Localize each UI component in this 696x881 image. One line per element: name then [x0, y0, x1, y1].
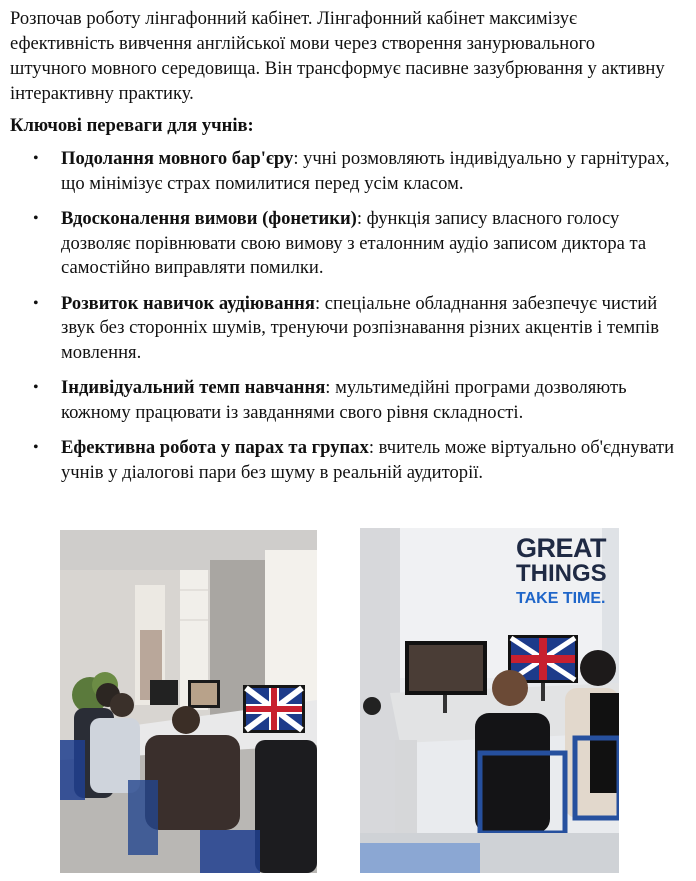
- poster-line-3: TAKE TIME.: [516, 590, 606, 607]
- classroom-photo-left: [60, 530, 317, 873]
- benefit-text: : учні розмовляють індивідуально у гарнітурах, що мінімізує страх помилитися перед усім класом.: [61, 148, 670, 194]
- list-item: [0, 436, 690, 485]
- intro-paragraph: Розпочав роботу лінгафонний кабінет. Лінгафонний кабінет максимізує ефективність вивчення англійської мови через створення занурювального штучного мовного середовища. Він трансформує пасивне зазубрювання у активну інтерактивну практику.: [10, 8, 665, 104]
- benefit-text: : мультимедійні програми дозволяють кожному працювати із завданнями свого рівня складності.: [61, 377, 627, 423]
- classroom-photo-right: [360, 528, 619, 873]
- benefit-title: Індивідуальний темп навчання: [61, 377, 326, 398]
- list-item: [0, 147, 690, 196]
- benefit-title: Ефективна робота у парах та групах: [61, 437, 369, 458]
- poster-line-1: GREAT: [516, 533, 606, 563]
- poster-line-2: THINGS: [516, 560, 607, 587]
- benefit-title: Вдосконалення вимови (фонетики): [61, 208, 357, 229]
- bullet-icon: •: [33, 379, 39, 396]
- benefit-text: : вчитель може віртуально об'єднувати учнів у діалогові пари без шуму в реальній аудиторії.: [61, 437, 675, 483]
- list-item: [0, 376, 690, 425]
- benefit-text: : спеціальне обладнання забезпечує чистий звук без сторонніх шумів, тренуючи розпізнавання різних акцентів і темпів мовлення.: [61, 292, 660, 363]
- list-item: [0, 207, 690, 281]
- bullet-icon: •: [33, 210, 39, 227]
- benefits-heading: Ключові переваги для учнів:: [10, 115, 254, 136]
- bullet-icon: •: [33, 439, 39, 456]
- list-item: [0, 292, 690, 366]
- poster: [516, 533, 607, 611]
- benefits-list: [0, 147, 690, 496]
- bullet-icon: •: [33, 294, 39, 312]
- benefit-text: : функція запису власного голосу дозволяє порівнювати свою вимову з еталонним аудіо записом диктора та самостійно виправляти помилки.: [61, 208, 647, 278]
- benefit-title: Подолання мовного бар'єру: [61, 148, 294, 169]
- bullet-icon: •: [33, 150, 39, 167]
- benefit-title: Розвиток навичок аудіювання: [61, 292, 315, 314]
- classroom-photo-left-image: [60, 530, 317, 873]
